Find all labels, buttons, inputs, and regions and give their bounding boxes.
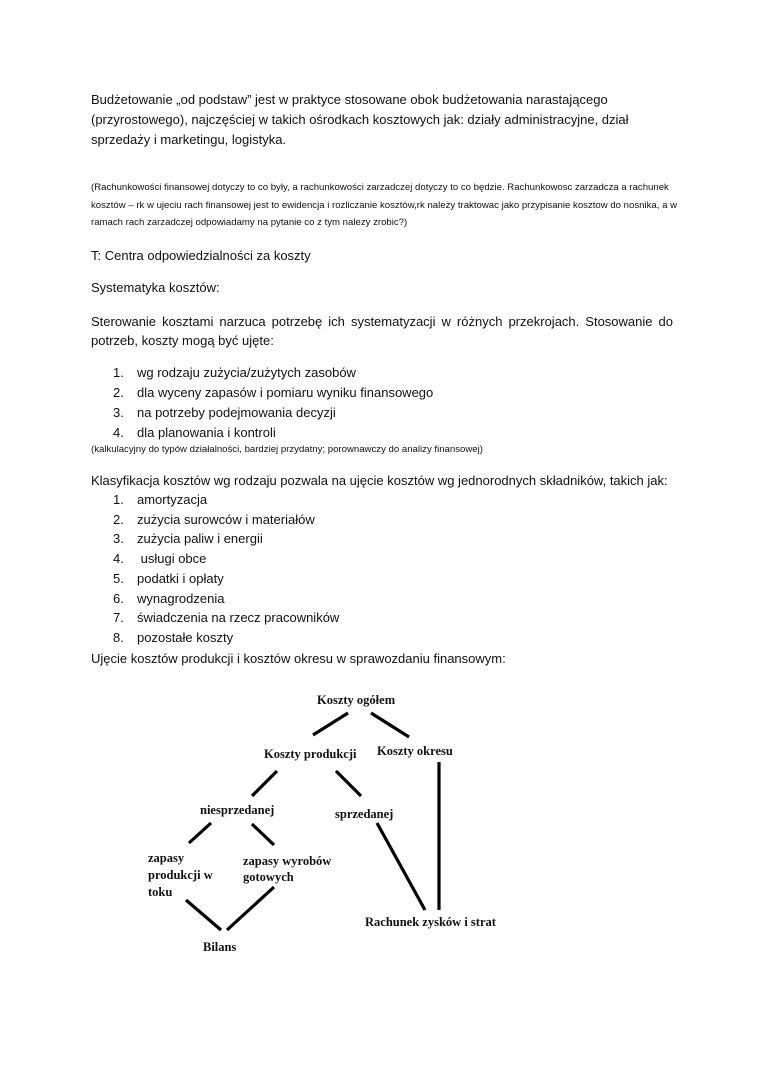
node-income-statement: Rachunek zysków i strat (365, 915, 496, 929)
list-text: amortyzacja (137, 492, 208, 507)
node-finished-line1: zapasy wyrobów (243, 854, 332, 868)
note-calculation: (kalkulacyjny do typów działalności, bardziej przydatny; porownawczy do analizy finansowej) (91, 444, 483, 455)
list-text: wg rodzaju zużycia/zużytych zasobów (137, 365, 356, 380)
list-number: 1. (113, 365, 124, 380)
list-text: pozostałe koszty (137, 629, 234, 645)
edge-unsold-finished (252, 824, 274, 845)
paragraph-classification: Klasyfikacja kosztów wg rodzaju pozwala na ujęcie kosztów wg jednorodnych składników, takich jak: (91, 473, 668, 488)
edge-total-period (371, 713, 409, 737)
list-number: 2. (113, 385, 124, 400)
list-number: 1. (113, 492, 124, 507)
edge-total-production (313, 713, 348, 735)
list-text: świadczenia na rzecz pracowników (137, 610, 340, 626)
list-text: wynagrodzenia (137, 590, 225, 606)
list-number: 2. (113, 511, 124, 527)
list-text: zużycia surowców i materiałów (137, 511, 315, 527)
node-total-costs: Koszty ogółem (317, 693, 396, 707)
list-number: 3. (113, 531, 124, 547)
list-number: 3. (113, 405, 124, 420)
topic-line: T: Centra odpowiedzialności za koszty (91, 248, 311, 263)
node-unsold: niesprzedanej (200, 803, 275, 817)
node-balance: Bilans (203, 940, 237, 954)
node-period-costs: Koszty okresu (377, 744, 453, 758)
list-number: 4. (113, 425, 124, 440)
edge-production-sold (336, 771, 361, 796)
edge-unsold-wip (189, 823, 211, 843)
list-text: dla wyceny zapasów i pomiaru wyniku finansowego (137, 385, 434, 400)
list-text: na potrzeby podejmowania decyzji (137, 405, 336, 420)
paragraph-diagram-intro: Ujęcie kosztów produkcji i kosztów okresu w sprawozdaniu finansowym: (91, 651, 506, 666)
list-number: 6. (113, 590, 124, 606)
list-text: zużycia paliw i energii (137, 531, 263, 547)
list-number: 4. (113, 551, 124, 567)
paragraph-cost-control: Sterowanie kosztami narzuca potrzebę ich systematyzacji w różnych przekrojach. Stosowanie do potrzeb, koszty mogą być ujęte: (91, 314, 673, 348)
edge-sold-income (377, 823, 425, 910)
list-text: usługi obce (137, 551, 207, 567)
section-heading: Systematyka kosztów: (91, 280, 220, 295)
node-sold: sprzedanej (335, 807, 394, 821)
edge-production-unsold (252, 771, 277, 796)
list-number: 8. (113, 629, 124, 645)
paragraph-budgeting: Budżetowanie „od podstaw” jest w praktyce stosowane obok budżetowania narastającego (przyrostowego), najczęściej w takich ośrodkach kosztowych jak: działy administracyjne, dział sprzedaży i marketingu, logistyka. (91, 92, 629, 147)
node-finished-line2: gotowych (243, 870, 294, 884)
edge-finished-balance (227, 887, 274, 930)
list-number: 7. (113, 610, 124, 626)
list-text: dla planowania i kontroli (137, 425, 276, 440)
edge-wip-balance (186, 900, 221, 930)
node-production-costs: Koszty produkcji (264, 747, 357, 761)
node-wip-line3: toku (148, 885, 173, 899)
list-number: 5. (113, 570, 124, 586)
note-accounting: (Rachunkowości finansowej dotyczy to co były, a rachunkowości zarzadczej dotyczy to co będzie. Rachunkowosc zarzadcza a rachunek kosztów – rk w ujeciu rach finansowej jest to ewidencja i rozliczanie kosztów,rk należy traktowac jako przypisanie kosztow do nosnika, a w ramach rach zarzadczej odpowiadamy na pytanie co z tym nalezy zrobic?) (91, 182, 678, 228)
list-text: podatki i opłaty (137, 570, 224, 586)
node-wip-line2: produkcji w (148, 868, 213, 882)
node-wip-line1: zapasy (148, 851, 185, 865)
